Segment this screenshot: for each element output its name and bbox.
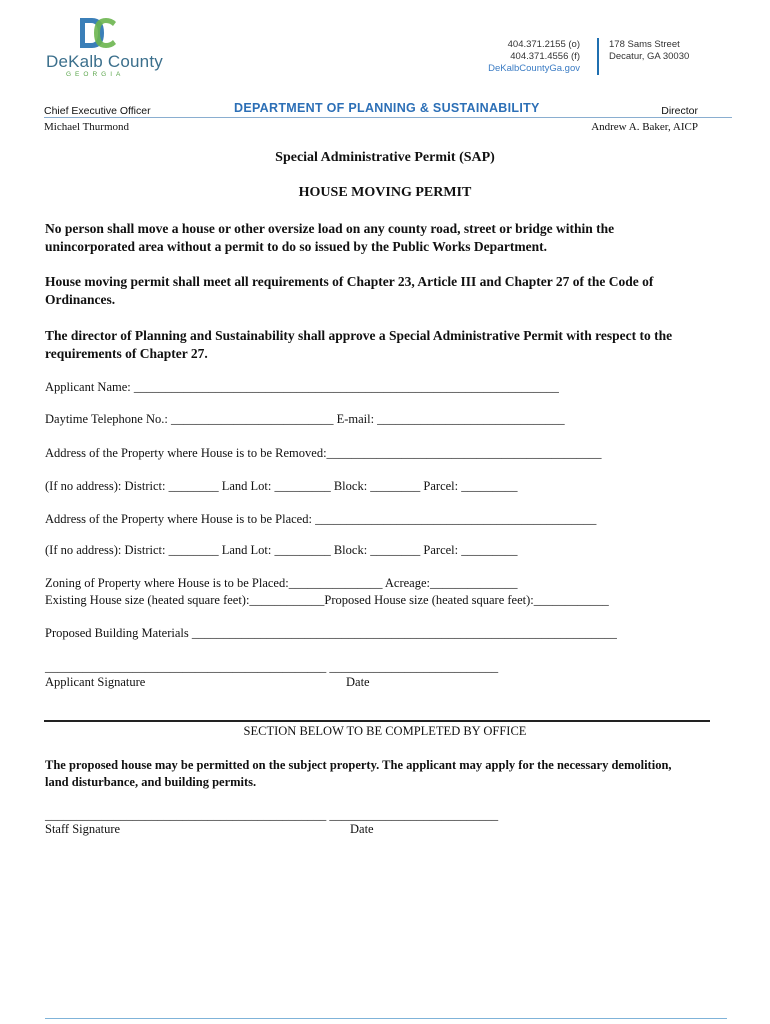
permit-title: HOUSE MOVING PERMIT	[298, 185, 472, 200]
phone-email-field[interactable]: Daytime Telephone No.: __________________________ E-mail: ______________________________	[45, 412, 565, 426]
director-title: Director	[661, 105, 698, 117]
placed-lot-field[interactable]: (If no address): District: ________ Land Lot: _________ Block: ________ Parcel: _________	[45, 543, 518, 557]
applicant-signature-line[interactable]: _____________________________________________ ___________________________	[45, 660, 499, 674]
building-materials-field[interactable]: Proposed Building Materials ____________________________________________________________________	[45, 626, 617, 640]
staff-date-label: Date	[350, 822, 374, 836]
ceo-name: Michael Thurmond	[44, 121, 130, 133]
document-title: Special Administrative Permit (SAP)	[275, 150, 495, 165]
director-name: Andrew A. Baker, AICP	[591, 121, 698, 133]
applicant-name-field[interactable]: Applicant Name: ____________________________________________________________________	[45, 380, 559, 394]
office-section-heading: SECTION BELOW TO BE COMPLETED BY OFFICE	[243, 724, 527, 738]
phone-block	[488, 39, 580, 75]
logo-county-name: DeKalb County	[46, 52, 163, 71]
dekalb-logo-icon	[78, 16, 118, 50]
zoning-acreage-field[interactable]: Zoning of Property where House is to be Placed:_______________ Acreage:______________	[45, 576, 518, 590]
removed-lot-field[interactable]: (If no address): District: ________ Land Lot: _________ Block: ________ Parcel: _________	[45, 479, 518, 493]
department-title: DEPARTMENT OF PLANNING & SUSTAINABILITY	[234, 101, 540, 115]
city-address: Decatur, GA 30030	[609, 51, 690, 62]
placed-address-field[interactable]: Address of the Property where House is to be Placed: _____________________________________________	[45, 512, 597, 526]
footer-rule	[45, 1018, 727, 1019]
staff-signature-line[interactable]: _____________________________________________ ___________________________	[45, 808, 499, 822]
office-section-rule	[44, 720, 710, 722]
paragraph-director-approval: The director of Planning and Sustainability shall approve a Special Administrative Permit with respect to the requirements of Chapter 27.	[45, 328, 673, 361]
fax-number: 404.371.4556 (f)	[510, 51, 580, 62]
contact-divider	[597, 38, 599, 75]
applicant-date-label: Date	[346, 675, 370, 689]
street-address: 178 Sams Street	[609, 39, 680, 50]
removed-address-field[interactable]: Address of the Property where House is to be Removed:____________________________________________	[45, 446, 602, 460]
paragraph-oversize-load: No person shall move a house or other oversize load on any county road, street or bridge within the unincorporated area without a permit to do so issued by the Public Works Department.	[45, 221, 615, 254]
logo-state-name: GEORGIA	[66, 71, 125, 78]
staff-signature-label: Staff Signature	[45, 822, 121, 836]
office-section-text: The proposed house may be permitted on the subject property. The applicant may apply for the necessary demolition, land disturbance, and building permits.	[45, 758, 672, 789]
header-rule	[44, 117, 732, 118]
ceo-title: Chief Executive Officer	[44, 105, 151, 117]
office-phone: 404.371.2155 (o)	[507, 39, 580, 50]
paragraph-requirements: House moving permit shall meet all requirements of Chapter 23, Article III and Chapter 27 of the Code of Ordinances.	[45, 274, 654, 307]
applicant-signature-label: Applicant Signature	[45, 675, 146, 689]
house-size-field[interactable]: Existing House size (heated square feet):____________Proposed House size (heated square feet):____________	[45, 593, 609, 607]
website-link[interactable]: DeKalbCountyGa.gov	[488, 63, 580, 74]
address-block	[609, 39, 689, 63]
